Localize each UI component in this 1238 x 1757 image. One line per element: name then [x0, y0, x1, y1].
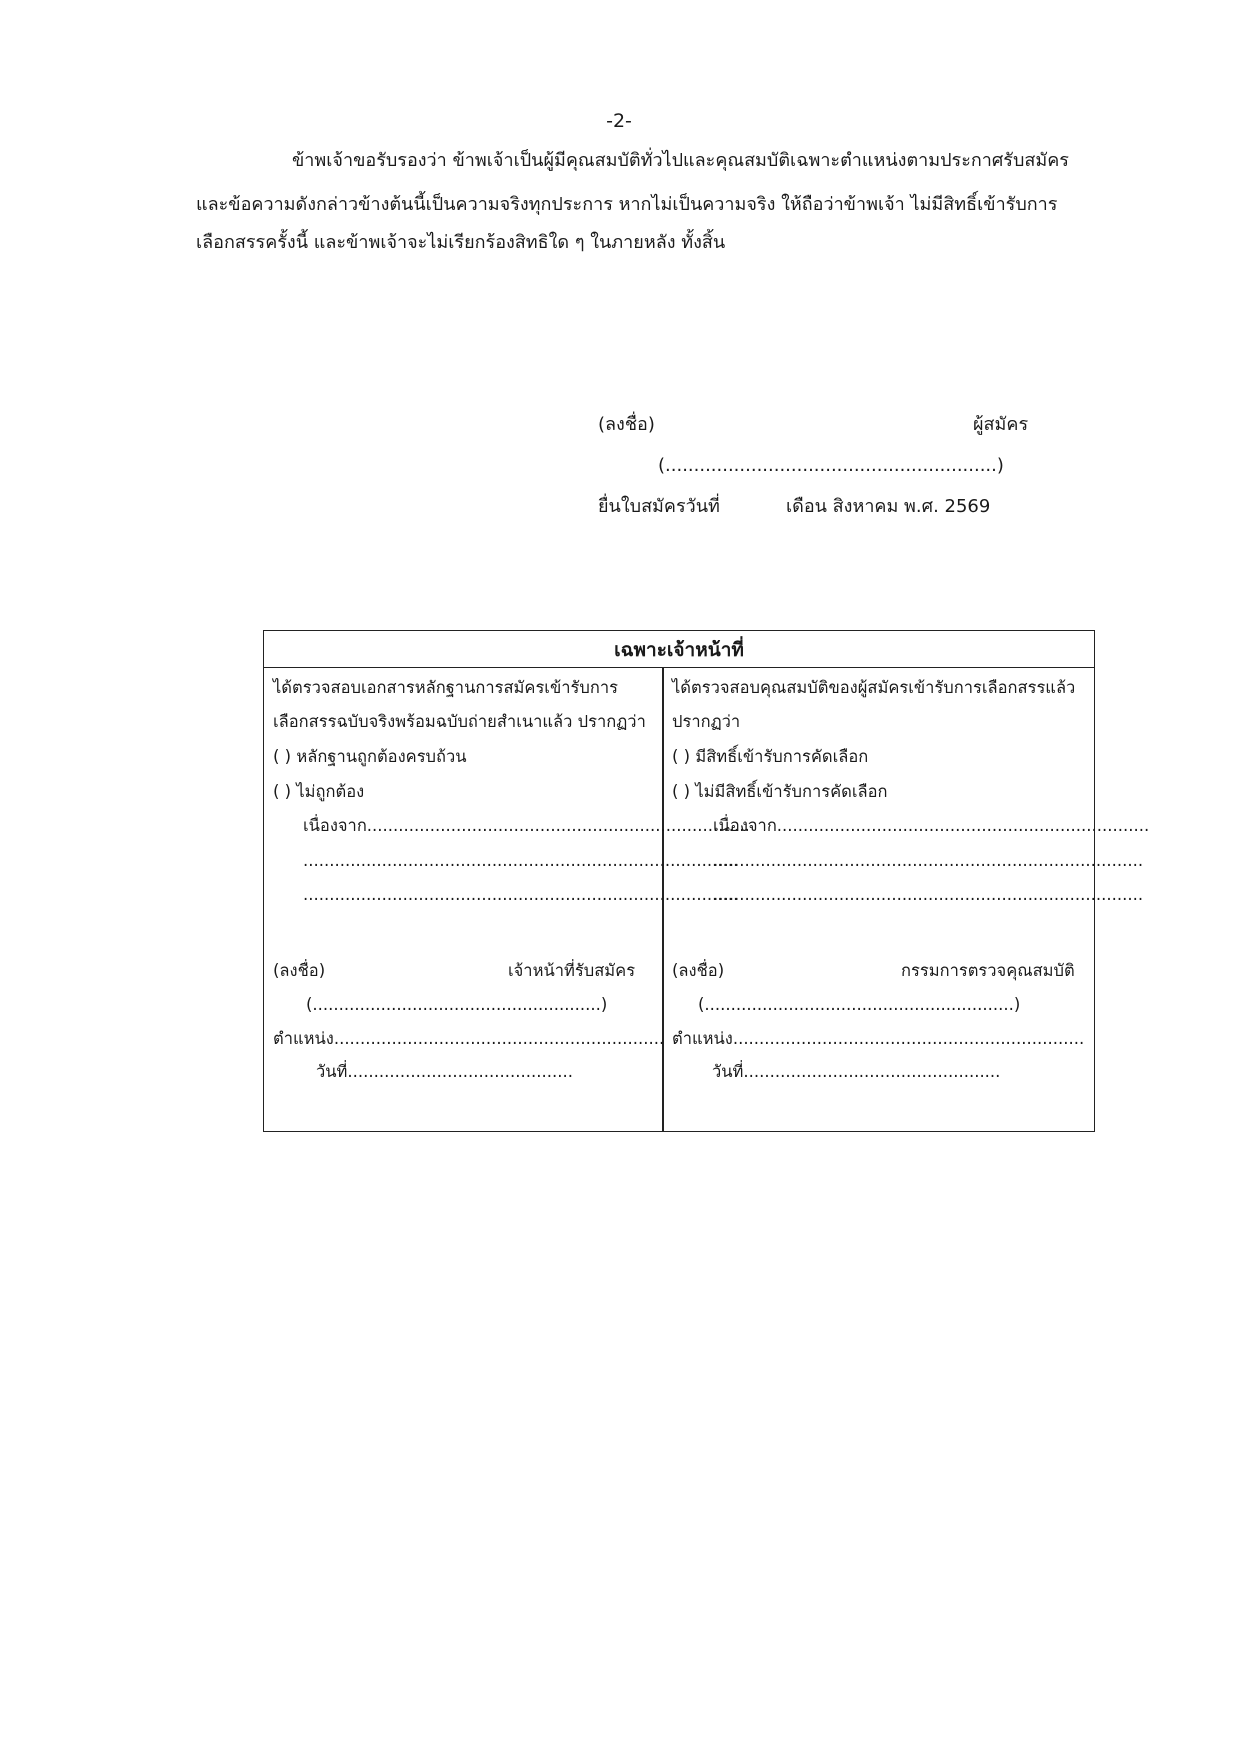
qualification-check-intro-2: ปรากฏว่า	[672, 712, 741, 731]
reason-line[interactable]: เนื่องจาก.......................................................................	[713, 816, 1150, 835]
reason-dots-2[interactable]: ...................................................................................	[303, 885, 739, 904]
applicant-role-label: ผู้สมัคร	[973, 414, 1029, 435]
page-number: -2-	[606, 110, 632, 132]
officer-box-title: เฉพาะเจ้าหน้าที่	[264, 631, 1094, 668]
option-eligible[interactable]: ( ) มีสิทธิ์เข้ารับการคัดเลือก	[672, 747, 869, 766]
application-month-year: เดือน สิงหาคม พ.ศ. 2569	[786, 496, 991, 517]
application-date-label: ยื่นใบสมัครวันที่	[598, 496, 720, 517]
committee-date-line[interactable]: วันที่.................................................	[712, 1062, 1001, 1081]
reason-dots-2[interactable]: ..................................................................................	[713, 885, 1144, 904]
officer-name-line[interactable]: (.......................................................)	[306, 995, 608, 1014]
document-check-intro-2: เลือกสรรฉบับจริงพร้อมฉบับถ่ายสำเนาแล้ว ปรากฏว่า	[273, 712, 646, 731]
document-check-column	[264, 668, 750, 1131]
committee-sign-label: (ลงชื่อ)	[672, 961, 725, 980]
committee-role-label: กรรมการตรวจคุณสมบัติ	[901, 961, 1075, 980]
reason-dots-1[interactable]: ...................................................................................	[303, 851, 739, 870]
option-not-eligible[interactable]: ( ) ไม่มีสิทธิ์เข้ารับการคัดเลือก	[672, 782, 888, 801]
qualification-check-intro-1: ได้ตรวจสอบคุณสมบัติของผู้สมัครเข้ารับการเลือกสรรแล้ว	[672, 678, 1076, 697]
officer-position-line[interactable]: ตำแหน่ง...............................................................	[273, 1029, 665, 1048]
reason-line[interactable]: เนื่องจาก.........................................................................	[303, 816, 750, 835]
officer-date-line[interactable]: วันที่...........................................	[316, 1062, 573, 1081]
committee-position-line[interactable]: ตำแหน่ง...................................................................	[672, 1029, 1085, 1048]
officer-role-label: เจ้าหน้าที่รับสมัคร	[508, 961, 636, 980]
qualification-check-column	[664, 668, 1150, 1131]
applicant-name-line[interactable]: (..........................................................)	[658, 455, 1004, 476]
reason-dots-1[interactable]: ..................................................................................	[713, 851, 1144, 870]
certification-line-2: และข้อความดังกล่าวข้างต้นนี้เป็นความจริงทุกประการ หากไม่เป็นความจริง ให้ถือว่าข้าพเจ้า ไม่มีสิทธิ์เข้ารับการ	[196, 194, 1058, 215]
option-documents-complete[interactable]: ( ) หลักฐานถูกต้องครบถ้วน	[273, 747, 467, 766]
officer-sign-label: (ลงชื่อ)	[273, 961, 326, 980]
committee-name-line[interactable]: (...........................................................)	[698, 995, 1021, 1014]
certification-line-3: เลือกสรรครั้งนี้ และข้าพเจ้าจะไม่เรียกร้องสิทธิใด ๆ ในภายหลัง ทั้งสิ้น	[196, 232, 726, 253]
certification-line-1: ข้าพเจ้าขอรับรองว่า ข้าพเจ้าเป็นผู้มีคุณสมบัติทั่วไปและคุณสมบัติเฉพาะตำแหน่งตามประกาศรับสมัคร	[292, 150, 1069, 171]
applicant-sign-label: (ลงชื่อ)	[598, 414, 655, 435]
document-check-intro-1: ได้ตรวจสอบเอกสารหลักฐานการสมัครเข้ารับการ	[273, 678, 618, 697]
option-documents-incorrect[interactable]: ( ) ไม่ถูกต้อง	[273, 782, 365, 801]
officer-only-box	[263, 630, 1150, 1132]
